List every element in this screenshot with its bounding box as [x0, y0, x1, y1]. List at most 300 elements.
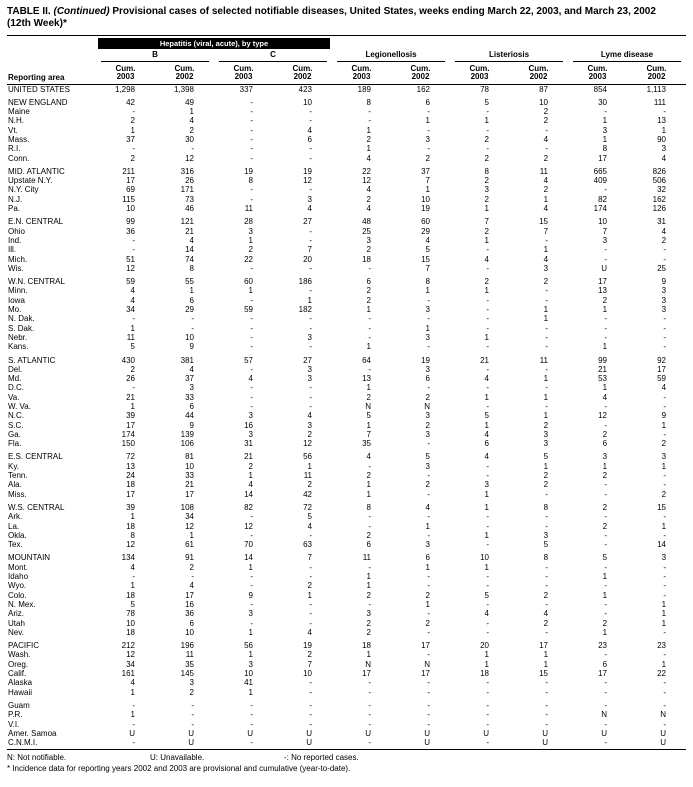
value-cell: - — [368, 599, 371, 609]
value-cell: 1 — [425, 286, 430, 296]
value-cell: - — [368, 562, 371, 572]
value-cell: 1 — [248, 562, 253, 572]
value-cell: 5 — [307, 512, 312, 522]
value-cell: - — [368, 263, 371, 273]
table-row — [7, 135, 686, 144]
table-row — [7, 650, 686, 659]
value-cell: - — [250, 383, 253, 393]
value-cell: 21 — [598, 364, 608, 374]
reporting-area-cell: S. ATLANTIC — [8, 355, 56, 365]
value-cell: 17 — [185, 489, 194, 499]
col-header-legionellosis-2003: Cum. 2003 — [332, 62, 391, 85]
value-cell: 30 — [185, 134, 194, 144]
table-row — [7, 522, 686, 531]
value-cell: 5 — [425, 245, 430, 255]
value-cell: - — [545, 286, 549, 296]
value-cell: - — [368, 107, 371, 117]
reporting-area-cell: Upstate N.Y. — [8, 176, 53, 186]
value-cell: - — [545, 144, 549, 154]
value-cell: - — [427, 687, 430, 697]
value-cell: 4 — [484, 374, 489, 384]
value-cell: 8 — [189, 263, 194, 273]
value-cell: 189 — [357, 84, 371, 94]
value-cell: - — [368, 461, 371, 471]
value-cell: - — [486, 710, 489, 720]
value-cell: - — [486, 678, 489, 688]
value-cell: 1 — [130, 402, 135, 411]
value-cell: 106 — [180, 439, 194, 449]
value-cell: 9 — [189, 342, 194, 352]
value-cell: 13 — [362, 374, 371, 384]
value-cell: 91 — [185, 553, 194, 563]
value-cell: 3 — [189, 678, 194, 688]
value-cell: 19 — [244, 166, 253, 176]
value-cell: 4 — [189, 364, 194, 374]
value-cell: 22 — [244, 254, 253, 264]
value-cell: 3 — [307, 332, 312, 342]
value-cell: 99 — [126, 217, 135, 227]
table-row — [7, 452, 686, 461]
value-cell: 35 — [185, 659, 194, 669]
value-cell: 49 — [185, 97, 194, 107]
value-cell: 4 — [130, 562, 135, 572]
value-cell: 186 — [298, 277, 312, 287]
value-cell: 6 — [189, 295, 194, 305]
value-cell: - — [309, 226, 312, 236]
reporting-area-cell: La. — [8, 521, 20, 531]
value-cell: 59 — [126, 277, 135, 287]
value-cell: 37 — [185, 374, 194, 384]
reporting-area-cell: Iowa — [8, 295, 25, 305]
value-cell: 57 — [244, 355, 253, 365]
value-cell: 1 — [602, 305, 608, 315]
reporting-area-cell: PACIFIC — [8, 641, 39, 651]
value-cell: - — [486, 383, 489, 393]
value-cell: U — [155, 738, 214, 750]
value-cell: - — [663, 678, 667, 688]
reporting-area-cell: Tenn. — [8, 471, 28, 481]
value-cell: 3 — [661, 452, 667, 462]
table-row — [7, 609, 686, 618]
value-cell: 1 — [602, 627, 608, 637]
value-cell: 35 — [362, 439, 371, 449]
reporting-area-cell: Conn. — [8, 153, 30, 163]
value-cell: 108 — [180, 502, 194, 512]
value-cell: 1 — [189, 286, 194, 296]
col-header-hepb-2002: Cum. 2002 — [155, 62, 214, 85]
value-cell: 1 — [248, 235, 253, 245]
value-cell: - — [96, 738, 155, 750]
value-cell: - — [214, 738, 273, 750]
table-row — [7, 116, 686, 125]
value-cell: 316 — [180, 166, 194, 176]
value-cell: - — [309, 144, 312, 154]
value-cell: 13 — [598, 286, 608, 296]
value-cell: - — [604, 687, 608, 697]
value-cell: 10 — [185, 627, 194, 637]
value-cell: - — [486, 572, 489, 582]
value-cell: 196 — [180, 641, 194, 651]
reporting-area-cell: Ill. — [8, 245, 16, 255]
value-cell: - — [486, 263, 489, 273]
value-cell: 409 — [593, 176, 608, 186]
value-cell: 5 — [366, 411, 371, 421]
value-cell: 61 — [185, 540, 194, 550]
value-cell: 4 — [248, 480, 253, 490]
value-cell: 2 — [543, 618, 549, 628]
value-cell: - — [427, 295, 430, 305]
value-cell: - — [132, 235, 135, 245]
value-cell: - — [427, 512, 430, 522]
value-cell: 1 — [366, 489, 371, 499]
value-cell: - — [486, 305, 489, 315]
value-cell: 15 — [657, 502, 667, 512]
value-cell: 3 — [484, 185, 489, 195]
value-cell: - — [545, 332, 549, 342]
value-cell: 48 — [362, 217, 371, 227]
value-cell: 14 — [244, 489, 253, 499]
value-cell: - — [545, 402, 549, 411]
value-cell: 1 — [661, 521, 667, 531]
value-cell: 1 — [425, 323, 430, 333]
value-cell: 44 — [185, 411, 194, 421]
value-cell: 1 — [307, 590, 312, 600]
value-cell: - — [427, 678, 430, 688]
value-cell: 2 — [366, 590, 371, 600]
value-cell: 5 — [130, 599, 135, 609]
value-cell: 27 — [303, 355, 312, 365]
reporting-area-cell: Del. — [8, 364, 23, 374]
value-cell: 37 — [421, 166, 430, 176]
value-cell: 2 — [366, 530, 371, 540]
value-cell: - — [309, 286, 312, 296]
value-cell: 20 — [303, 254, 312, 264]
legionellosis-header — [332, 36, 450, 62]
value-cell: - — [427, 314, 430, 324]
value-cell: 2 — [366, 627, 371, 637]
value-cell: 42 — [126, 97, 135, 107]
value-cell: 1 — [543, 659, 549, 669]
value-cell: 1 — [366, 480, 371, 490]
value-cell: 1,398 — [173, 84, 194, 94]
value-cell: 18 — [480, 669, 489, 679]
value-cell: 4 — [484, 452, 489, 462]
value-cell: 23 — [657, 641, 667, 651]
value-cell: - — [663, 572, 667, 582]
table-row — [7, 296, 686, 305]
value-cell: 16 — [185, 599, 194, 609]
value-cell: 1 — [425, 599, 430, 609]
value-cell: 17 — [657, 364, 667, 374]
value-cell: - — [545, 383, 549, 393]
value-cell: 19 — [421, 355, 430, 365]
value-cell: 3 — [307, 374, 312, 384]
value-cell: 7 — [425, 263, 430, 273]
value-cell: 72 — [303, 502, 312, 512]
reporting-area-cell: R.I. — [8, 144, 21, 154]
value-cell: 21 — [185, 480, 194, 490]
value-cell: 2 — [366, 245, 371, 255]
value-cell: 3 — [425, 540, 430, 550]
value-cell: 1 — [366, 144, 371, 154]
reporting-area-header — [7, 36, 96, 85]
value-cell: 1 — [661, 420, 667, 430]
value-cell: - — [368, 521, 371, 531]
legionellosis-label: Legionellosis — [337, 50, 445, 62]
value-cell: 1 — [248, 687, 253, 697]
value-cell: 8 — [130, 530, 135, 540]
value-cell: - — [663, 392, 667, 402]
table-row — [7, 581, 686, 590]
value-cell: 2 — [661, 489, 667, 499]
value-cell: - — [191, 314, 194, 324]
value-cell: 1 — [484, 286, 489, 296]
value-cell: - — [663, 700, 667, 710]
value-cell: 2 — [366, 392, 371, 402]
value-cell: - — [132, 572, 135, 582]
value-cell: 2 — [366, 134, 371, 144]
value-cell: 14 — [657, 540, 667, 550]
footnotes — [7, 753, 686, 774]
reporting-area-cell: Nebr. — [8, 332, 28, 342]
value-cell: 2 — [130, 153, 135, 163]
reporting-area-cell: E.S. CENTRAL — [8, 452, 63, 462]
value-cell: 11 — [539, 355, 549, 365]
value-cell: - — [450, 738, 509, 750]
table-row — [7, 84, 686, 94]
value-cell: - — [427, 719, 430, 729]
reporting-area-cell: Wash. — [8, 650, 31, 660]
table-row — [7, 176, 686, 185]
value-cell: 2 — [425, 480, 430, 490]
value-cell: 15 — [421, 254, 430, 264]
value-cell: - — [486, 107, 489, 117]
reporting-area-cell: Ark. — [8, 512, 23, 522]
table-row — [7, 628, 686, 637]
value-cell: U — [509, 738, 568, 750]
value-cell: 1 — [366, 572, 371, 582]
value-cell: - — [250, 599, 253, 609]
value-cell: 4 — [307, 411, 312, 421]
value-cell: 1 — [484, 530, 489, 540]
table-body — [7, 84, 686, 750]
value-cell: 4 — [366, 452, 371, 462]
value-cell: 9 — [661, 411, 667, 421]
value-cell: 506 — [652, 176, 667, 186]
value-cell: 3 — [248, 226, 253, 236]
value-cell: - — [663, 245, 667, 255]
title-week: (12th Week)* — [7, 18, 67, 29]
value-cell: - — [604, 420, 608, 430]
reporting-area-cell: Okla. — [8, 530, 27, 540]
value-cell: - — [604, 245, 608, 255]
value-cell: - — [368, 719, 371, 729]
value-cell: 2 — [543, 420, 549, 430]
table-row — [7, 660, 686, 669]
value-cell: 182 — [298, 305, 312, 315]
value-cell: 5 — [130, 342, 135, 352]
value-cell: - — [250, 581, 253, 591]
table-row — [7, 245, 686, 254]
value-cell: 3 — [661, 305, 667, 315]
value-cell: 7 — [484, 217, 489, 227]
value-cell: 11 — [244, 204, 253, 214]
value-cell: 4 — [307, 204, 312, 214]
value-cell: - — [191, 323, 194, 333]
value-cell: 21 — [185, 226, 194, 236]
value-cell: 4 — [366, 204, 371, 214]
value-cell: 2 — [248, 245, 253, 255]
hepatitis-group-header — [96, 36, 332, 50]
value-cell: - — [368, 678, 371, 688]
value-cell: 150 — [121, 439, 135, 449]
value-cell: 1 — [484, 650, 489, 660]
value-cell: - — [486, 471, 489, 481]
table-row — [7, 503, 686, 512]
value-cell: - — [545, 719, 549, 729]
value-cell: - — [309, 263, 312, 273]
reporting-area-cell: Fla. — [8, 439, 22, 449]
value-cell: - — [663, 719, 667, 729]
value-cell: 6 — [425, 374, 430, 384]
value-cell: 39 — [126, 502, 135, 512]
value-cell: - — [250, 144, 253, 154]
value-cell: 1 — [661, 461, 667, 471]
value-cell: - — [545, 599, 549, 609]
value-cell: 33 — [185, 392, 194, 402]
value-cell: 10 — [244, 669, 253, 679]
value-cell: - — [427, 581, 430, 591]
value-cell: - — [486, 521, 489, 531]
value-cell: 3 — [425, 332, 430, 342]
value-cell: 3 — [661, 144, 667, 154]
value-cell: - — [250, 194, 253, 204]
value-cell: - — [486, 364, 489, 374]
value-cell: 3 — [248, 659, 253, 669]
value-cell: - — [309, 572, 312, 582]
value-cell: 6 — [189, 618, 194, 628]
table-row — [7, 305, 686, 314]
value-cell: 51 — [126, 254, 135, 264]
value-cell: 20 — [480, 641, 489, 651]
value-cell: 1 — [307, 295, 312, 305]
value-cell: 1 — [602, 590, 608, 600]
reporting-area-cell: W. Va. — [8, 402, 31, 411]
value-cell: - — [309, 402, 312, 411]
value-cell: - — [663, 530, 667, 540]
value-cell: 4 — [484, 254, 489, 264]
value-cell: - — [604, 540, 608, 550]
reporting-area-cell: N.H. — [8, 116, 24, 126]
value-cell: - — [545, 562, 549, 572]
value-cell: 34 — [126, 659, 135, 669]
value-cell: - — [309, 700, 312, 710]
table-row — [7, 185, 686, 194]
table-row — [7, 619, 686, 628]
value-cell: 18 — [126, 627, 135, 637]
value-cell: - — [663, 429, 667, 439]
value-cell: - — [545, 489, 549, 499]
value-cell: 4 — [661, 226, 667, 236]
reporting-area-cell: Ind. — [8, 235, 22, 245]
value-cell: 1 — [130, 710, 135, 720]
value-cell: - — [663, 512, 667, 522]
value-cell: 17 — [126, 176, 135, 186]
value-cell: - — [604, 323, 608, 333]
value-cell: 4 — [130, 286, 135, 296]
value-cell: - — [604, 581, 608, 591]
value-cell: 70 — [244, 540, 253, 550]
value-cell: 2 — [543, 480, 549, 490]
reporting-area-cell: Mass. — [8, 134, 30, 144]
value-cell: - — [132, 383, 135, 393]
reporting-area-cell: E.N. CENTRAL — [8, 217, 64, 227]
value-cell: U — [306, 728, 312, 738]
value-cell: 37 — [126, 134, 135, 144]
value-cell: - — [191, 700, 194, 710]
value-cell: 1 — [130, 512, 135, 522]
value-cell: 18 — [126, 590, 135, 600]
value-cell: - — [427, 627, 430, 637]
reporting-area-cell: N. Dak. — [8, 314, 35, 324]
value-cell: 29 — [421, 226, 430, 236]
value-cell: 17 — [598, 277, 608, 287]
value-cell: - — [545, 125, 549, 135]
value-cell: - — [486, 295, 489, 305]
value-cell: - — [368, 700, 371, 710]
value-cell: 126 — [652, 204, 667, 214]
value-cell: 3 — [425, 305, 430, 315]
value-cell: 8 — [425, 277, 430, 287]
value-cell: 32 — [657, 185, 667, 195]
value-cell: U — [365, 728, 371, 738]
value-cell: 7 — [602, 226, 608, 236]
value-cell: 9 — [189, 420, 194, 430]
value-cell: 2 — [543, 116, 549, 126]
value-cell: 1 — [189, 107, 194, 117]
value-cell: 56 — [303, 452, 312, 462]
value-cell: 22 — [657, 669, 667, 679]
value-cell: 3 — [543, 263, 549, 273]
value-cell: 337 — [239, 84, 253, 94]
value-cell: 4 — [248, 374, 253, 384]
value-cell: - — [132, 107, 135, 117]
value-cell: - — [427, 439, 430, 449]
value-cell: 2 — [130, 116, 135, 126]
value-cell: 1 — [484, 392, 489, 402]
value-cell: - — [250, 153, 253, 163]
value-cell: 7 — [366, 429, 371, 439]
value-cell: 10 — [126, 204, 135, 214]
value-cell: - — [309, 107, 312, 117]
value-cell: 2 — [543, 153, 549, 163]
value-cell: 171 — [180, 185, 194, 195]
value-cell: - — [486, 599, 489, 609]
lyme-disease-label: Lyme disease — [573, 50, 681, 62]
reporting-area-cell: Minn. — [8, 286, 28, 296]
value-cell: 3 — [248, 429, 253, 439]
col-header-lyme-2002: Cum. 2002 — [627, 62, 686, 85]
value-cell: 111 — [653, 97, 667, 107]
reporting-area-cell: Ariz. — [8, 609, 24, 619]
value-cell: - — [427, 609, 430, 619]
value-cell: 30 — [598, 97, 608, 107]
table-row — [7, 641, 686, 650]
value-cell: 2 — [307, 650, 312, 660]
value-cell: - — [250, 185, 253, 195]
hepatitis-group-label: Hepatitis (viral, acute), by type — [98, 38, 330, 49]
reporting-area-cell: UNITED STATES — [8, 84, 70, 94]
